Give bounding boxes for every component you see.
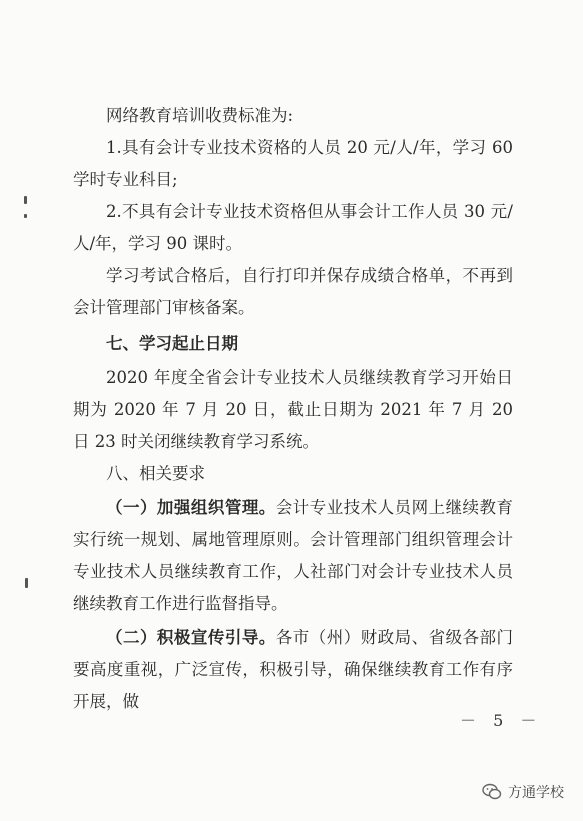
wechat-icon bbox=[482, 783, 502, 801]
watermark bbox=[482, 782, 564, 802]
scan-mark bbox=[24, 214, 27, 218]
fee-item-2: 2.不具有会计专业技术资格但从事会计工作人员 30 元/人/年，学习 90 课时。 bbox=[73, 202, 513, 253]
fee-intro: 网络教育培训收费标准为: bbox=[106, 106, 294, 125]
page-number: － 5 － bbox=[460, 711, 543, 730]
section-7-body: 2020 年度全省会计专业技术人员继续教育学习开始日期为 2020 年 7 月 20 日，截止日期为 2021 年 7 月 20 日 23 时关闭继续教育学习系统。 bbox=[73, 368, 513, 451]
requirement-1 bbox=[73, 492, 513, 620]
watermark-text: 方通学校 bbox=[508, 785, 564, 801]
requirement-2-title: （二）积极宣传引导。 bbox=[106, 628, 276, 647]
requirement-2 bbox=[73, 622, 513, 718]
requirement-1-body: 会计专业技术人员网上继续教育实行统一规划、属地管理原则。会计管理部门组织管理会计专业技术人员继续教育工作，人社部门对会计专业技术人员继续教育工作进行监督指导。 bbox=[73, 498, 514, 613]
requirement-1-title: （一）加强组织管理。 bbox=[106, 498, 276, 517]
scan-mark bbox=[25, 578, 28, 588]
fee-item-1: 1.具有会计专业技术资格的人员 20 元/人/年，学习 60 学时专业科目; bbox=[73, 138, 513, 189]
section-8-title: 八、相关要求 bbox=[106, 464, 205, 483]
requirement-2-body: 各市（州）财政局、省级各部门要高度重视，广泛宣传，积极引导，确保继续教育工作有序开展，做 bbox=[73, 628, 514, 711]
section-7-title: 七、学习起止日期 bbox=[106, 334, 238, 353]
pass-note: 学习考试合格后，自行打印并保存成绩合格单，不再到会计管理部门审核备案。 bbox=[73, 266, 513, 317]
scan-mark bbox=[24, 196, 27, 204]
